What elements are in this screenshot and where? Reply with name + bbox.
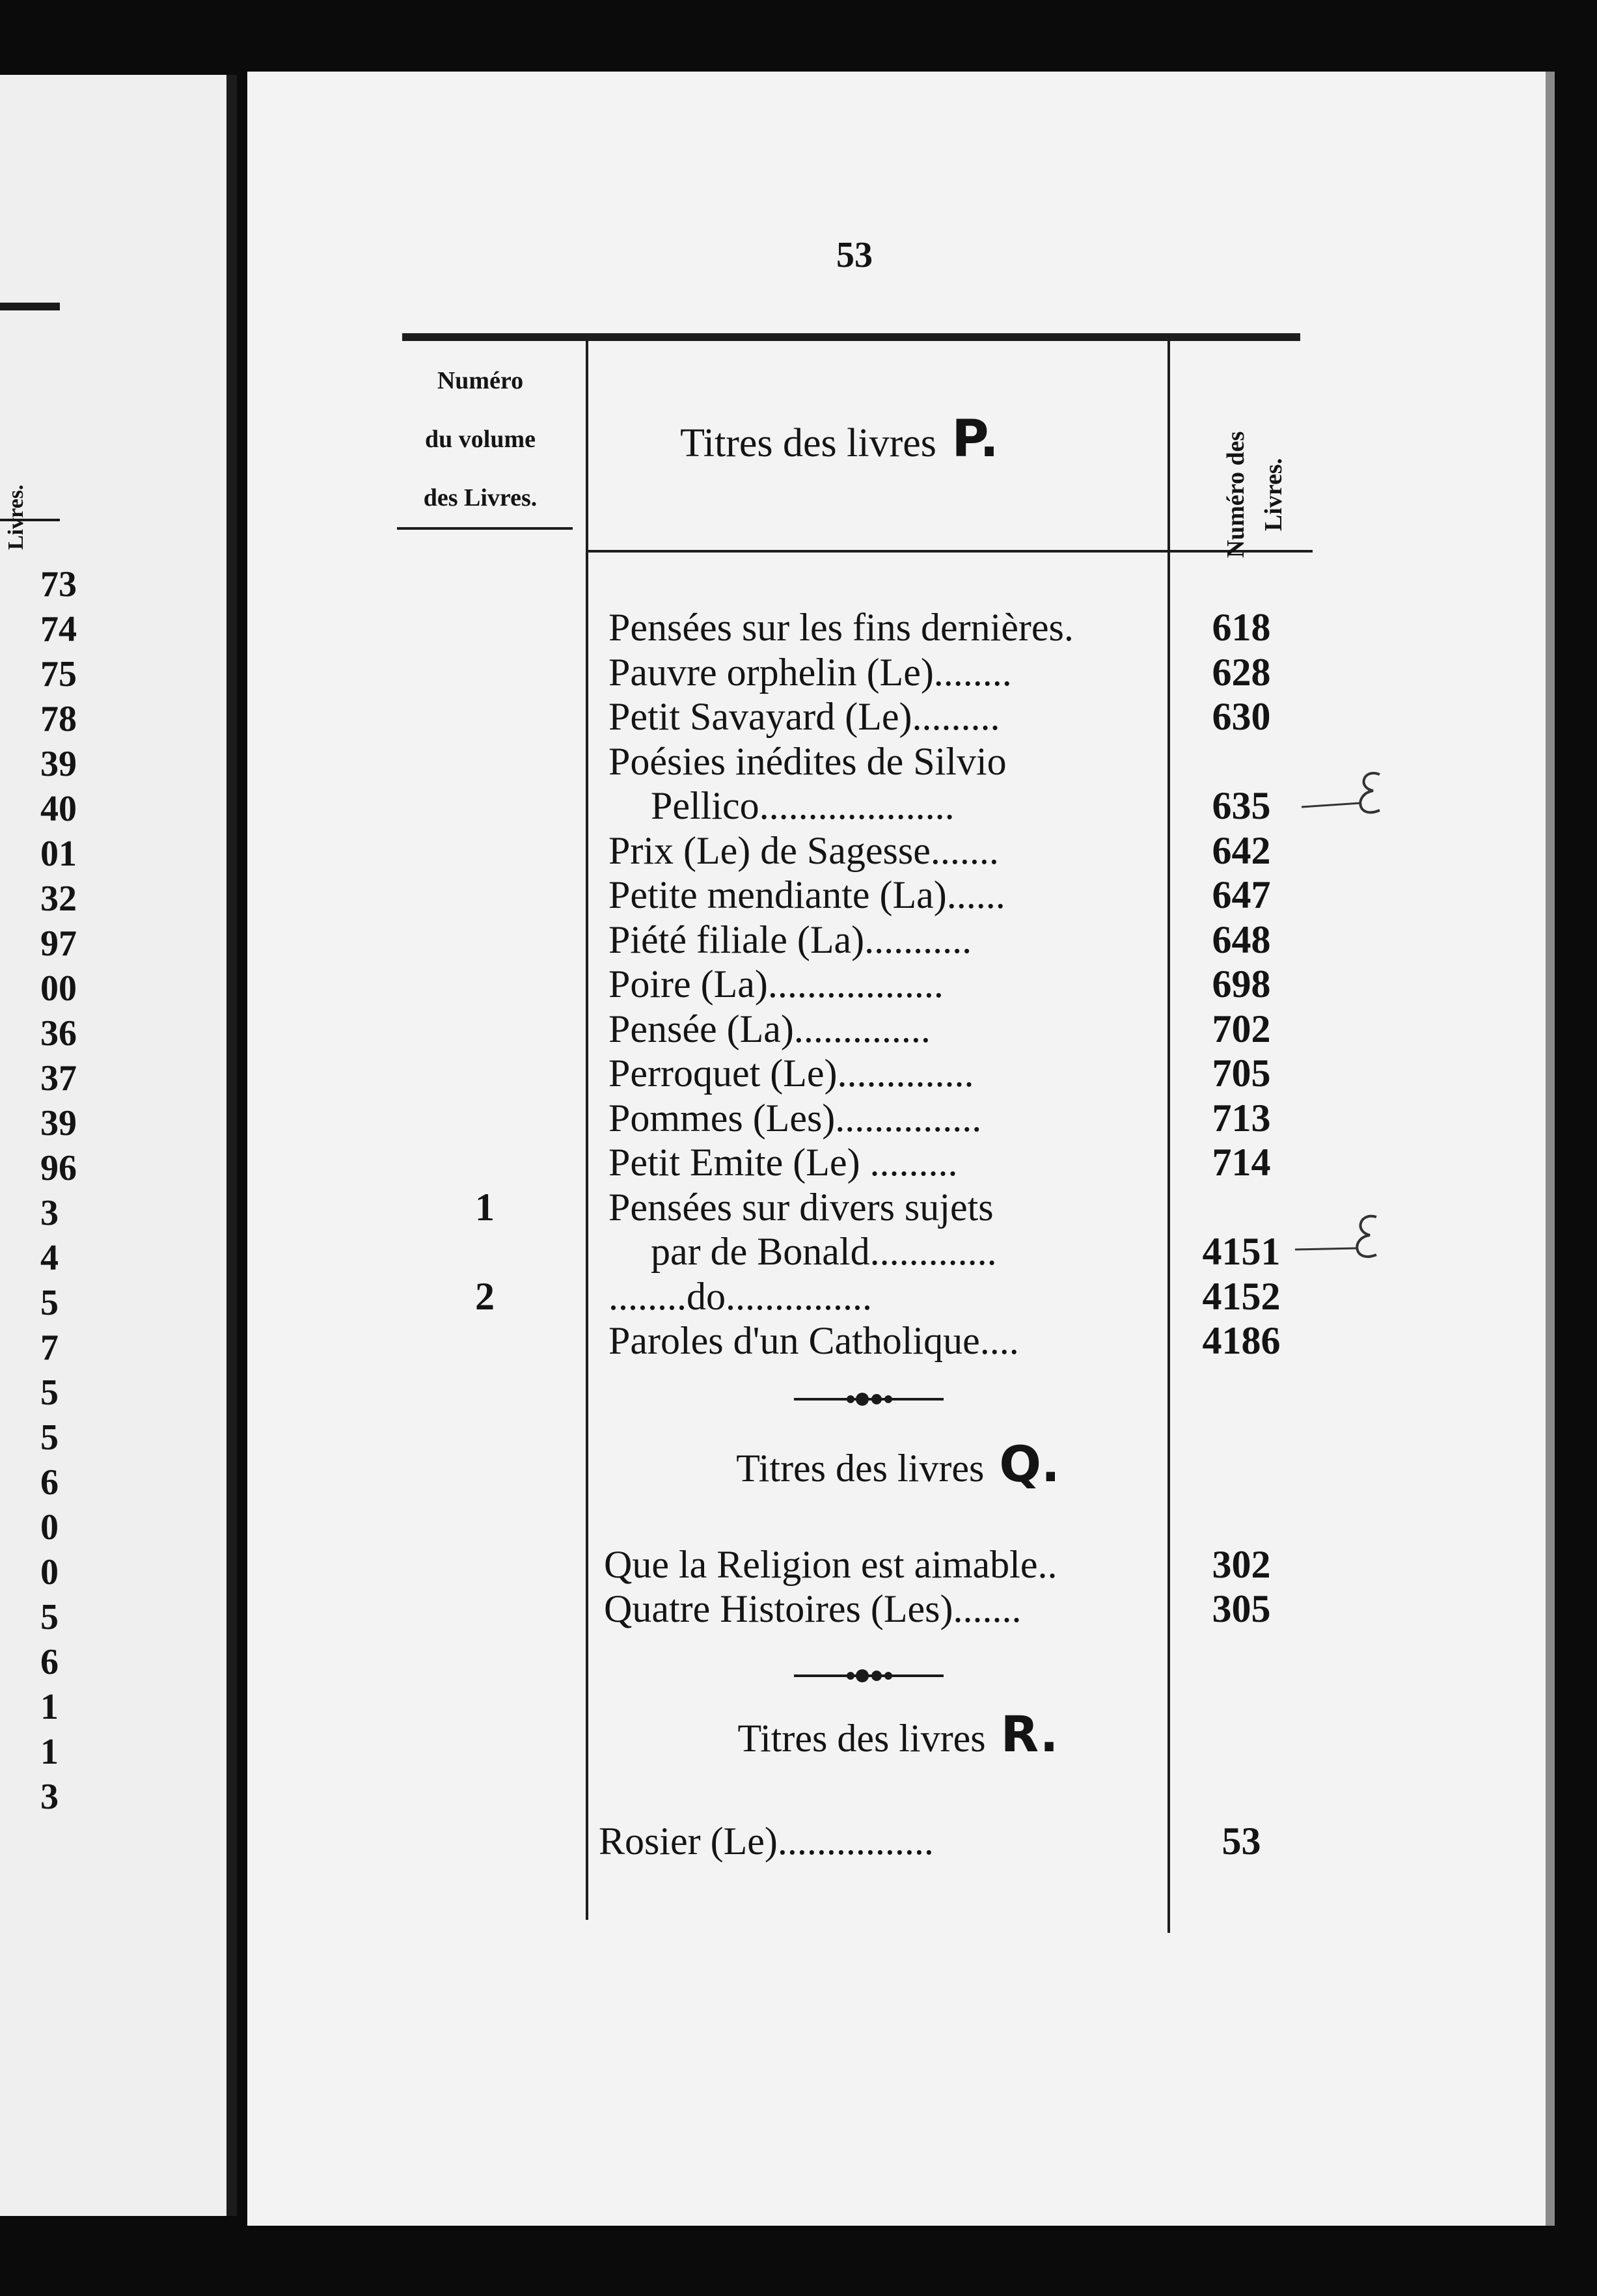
header-title-letter: P. — [951, 410, 999, 469]
book-title: Pensée (La).............. — [608, 1007, 931, 1050]
catalog-row — [247, 650, 1546, 694]
left-number: 1 — [40, 1732, 59, 1772]
left-number: 3 — [40, 1193, 59, 1233]
book-title: Pauvre orphelin (Le)........ — [608, 650, 1012, 694]
handwritten-mark-icon — [1302, 748, 1393, 827]
left-number: 97 — [40, 923, 77, 964]
left-number: 3 — [40, 1777, 59, 1817]
catalog-row — [247, 1096, 1546, 1140]
catalog-row — [247, 962, 1546, 1006]
header-number-line-1: Numéro des — [1222, 431, 1249, 558]
book-title: Prix (Le) de Sagesse....... — [608, 828, 999, 872]
book-title: Rosier (Le)................ — [599, 1820, 934, 1863]
catalog-row — [247, 828, 1546, 873]
book-title: Paroles d'un Catholique.... — [608, 1319, 1019, 1362]
left-top-rule — [0, 303, 60, 310]
header-volume-line-3: des Livres. — [423, 484, 538, 512]
book-number: 628 — [1212, 650, 1271, 694]
header-volume-line-2: du volume — [425, 426, 536, 453]
catalog-row — [247, 1587, 1546, 1631]
book-title: par de Bonald............. — [651, 1230, 997, 1273]
book-number: 702 — [1212, 1007, 1271, 1050]
left-number: 5 — [40, 1283, 59, 1323]
handwritten-mark-icon — [1295, 1197, 1386, 1276]
catalog-row — [247, 1819, 1546, 1863]
book-number: 647 — [1212, 873, 1271, 916]
catalog-row — [247, 1274, 1546, 1319]
section-title-q — [664, 1435, 1132, 1493]
book-number: 4152 — [1202, 1274, 1281, 1318]
book-spine — [226, 75, 237, 2216]
header-volume-line-1: Numéro — [437, 367, 524, 394]
left-number: 7 — [40, 1328, 59, 1368]
left-number: 01 — [40, 834, 77, 874]
left-number: 78 — [40, 699, 77, 739]
section-r-title-text: Titres des livres — [737, 1717, 986, 1760]
left-number: 0 — [40, 1552, 59, 1592]
header-volume-number — [396, 351, 565, 527]
book-title: Pensées sur divers sujets — [608, 1185, 994, 1229]
left-number: 73 — [40, 564, 77, 605]
book-title: Petite mendiante (La)...... — [608, 873, 1005, 916]
section-r-letter: R. — [1000, 1705, 1059, 1763]
section-divider-ornament-q — [791, 1386, 947, 1412]
header-number-line-2: Livres. — [1260, 458, 1287, 532]
book-title: Pellico.................... — [651, 784, 955, 827]
catalog-row — [247, 1319, 1546, 1363]
left-number: 0 — [40, 1507, 59, 1548]
left-number: 75 — [40, 654, 77, 694]
book-title: Perroquet (Le).............. — [608, 1052, 974, 1095]
catalog-row — [247, 1007, 1546, 1051]
book-title: Piété filiale (La)........... — [608, 918, 972, 961]
left-column-heading — [4, 439, 36, 550]
catalog-page — [247, 72, 1555, 2226]
left-heading-text: Livres. — [4, 484, 28, 550]
left-number: 39 — [40, 1103, 77, 1143]
left-number: 6 — [40, 1642, 59, 1682]
book-number: 53 — [1222, 1820, 1261, 1863]
book-title: Petit Savayard (Le)......... — [608, 695, 1000, 738]
previous-page-fragment — [0, 75, 236, 2216]
section-q-title-text: Titres des livres — [736, 1447, 985, 1490]
book-title: Que la Religion est aimable.. — [604, 1543, 1058, 1586]
left-number: 00 — [40, 968, 77, 1009]
book-number: 648 — [1212, 918, 1271, 961]
catalog-row — [247, 694, 1546, 739]
header-book-number-rotated — [1217, 410, 1292, 579]
book-number: 4151 — [1202, 1230, 1281, 1273]
left-number: 40 — [40, 789, 77, 829]
left-number: 4 — [40, 1238, 59, 1278]
book-title: Poire (La).................. — [608, 963, 944, 1005]
catalog-row — [247, 873, 1546, 917]
left-number: 5 — [40, 1417, 59, 1458]
header-book-number — [1204, 410, 1302, 579]
left-number: 6 — [40, 1462, 59, 1503]
left-number: 36 — [40, 1013, 77, 1054]
table-top-rule — [402, 333, 1300, 341]
section-title-r — [664, 1705, 1132, 1763]
section-q-letter: Q. — [999, 1435, 1060, 1493]
catalog-row — [247, 605, 1546, 649]
page-number: 53 — [836, 235, 873, 275]
book-title: ........do............... — [608, 1274, 872, 1318]
catalog-row — [247, 1542, 1546, 1587]
book-number: 642 — [1212, 828, 1271, 872]
book-number: 635 — [1212, 784, 1271, 827]
book-number: 698 — [1212, 963, 1271, 1005]
book-number: 714 — [1212, 1141, 1271, 1184]
catalog-row — [247, 1140, 1546, 1184]
header-rule-volume — [397, 527, 573, 530]
book-number: 630 — [1212, 695, 1271, 738]
left-number: 96 — [40, 1148, 77, 1188]
book-number: 705 — [1212, 1052, 1271, 1095]
left-number: 5 — [40, 1373, 59, 1413]
left-number: 1 — [40, 1687, 59, 1727]
catalog-row — [247, 1051, 1546, 1095]
book-number: 618 — [1212, 606, 1271, 649]
book-title: Poésies inédites de Silvio — [608, 739, 1007, 783]
catalog-row — [247, 918, 1546, 962]
left-number: 32 — [40, 879, 77, 919]
book-number: 4186 — [1202, 1319, 1281, 1362]
left-number: 37 — [40, 1058, 77, 1099]
header-title-text: Titres des livres — [680, 421, 936, 465]
left-number: 39 — [40, 744, 77, 784]
volume-number: 2 — [475, 1274, 495, 1318]
volume-number: 1 — [475, 1185, 495, 1229]
book-number: 302 — [1212, 1543, 1271, 1586]
book-number: 305 — [1212, 1587, 1271, 1630]
left-number: 5 — [40, 1597, 59, 1637]
book-title: Petit Emite (Le) ......... — [608, 1141, 958, 1184]
section-divider-ornament-r — [791, 1663, 947, 1689]
book-title: Pommes (Les)............... — [608, 1096, 982, 1140]
book-number: 713 — [1212, 1096, 1271, 1140]
header-titles-p — [586, 410, 1093, 469]
left-number: 74 — [40, 609, 77, 649]
book-title: Quatre Histoires (Les)....... — [604, 1587, 1022, 1630]
book-title: Pensées sur les fins dernières. — [608, 606, 1074, 649]
